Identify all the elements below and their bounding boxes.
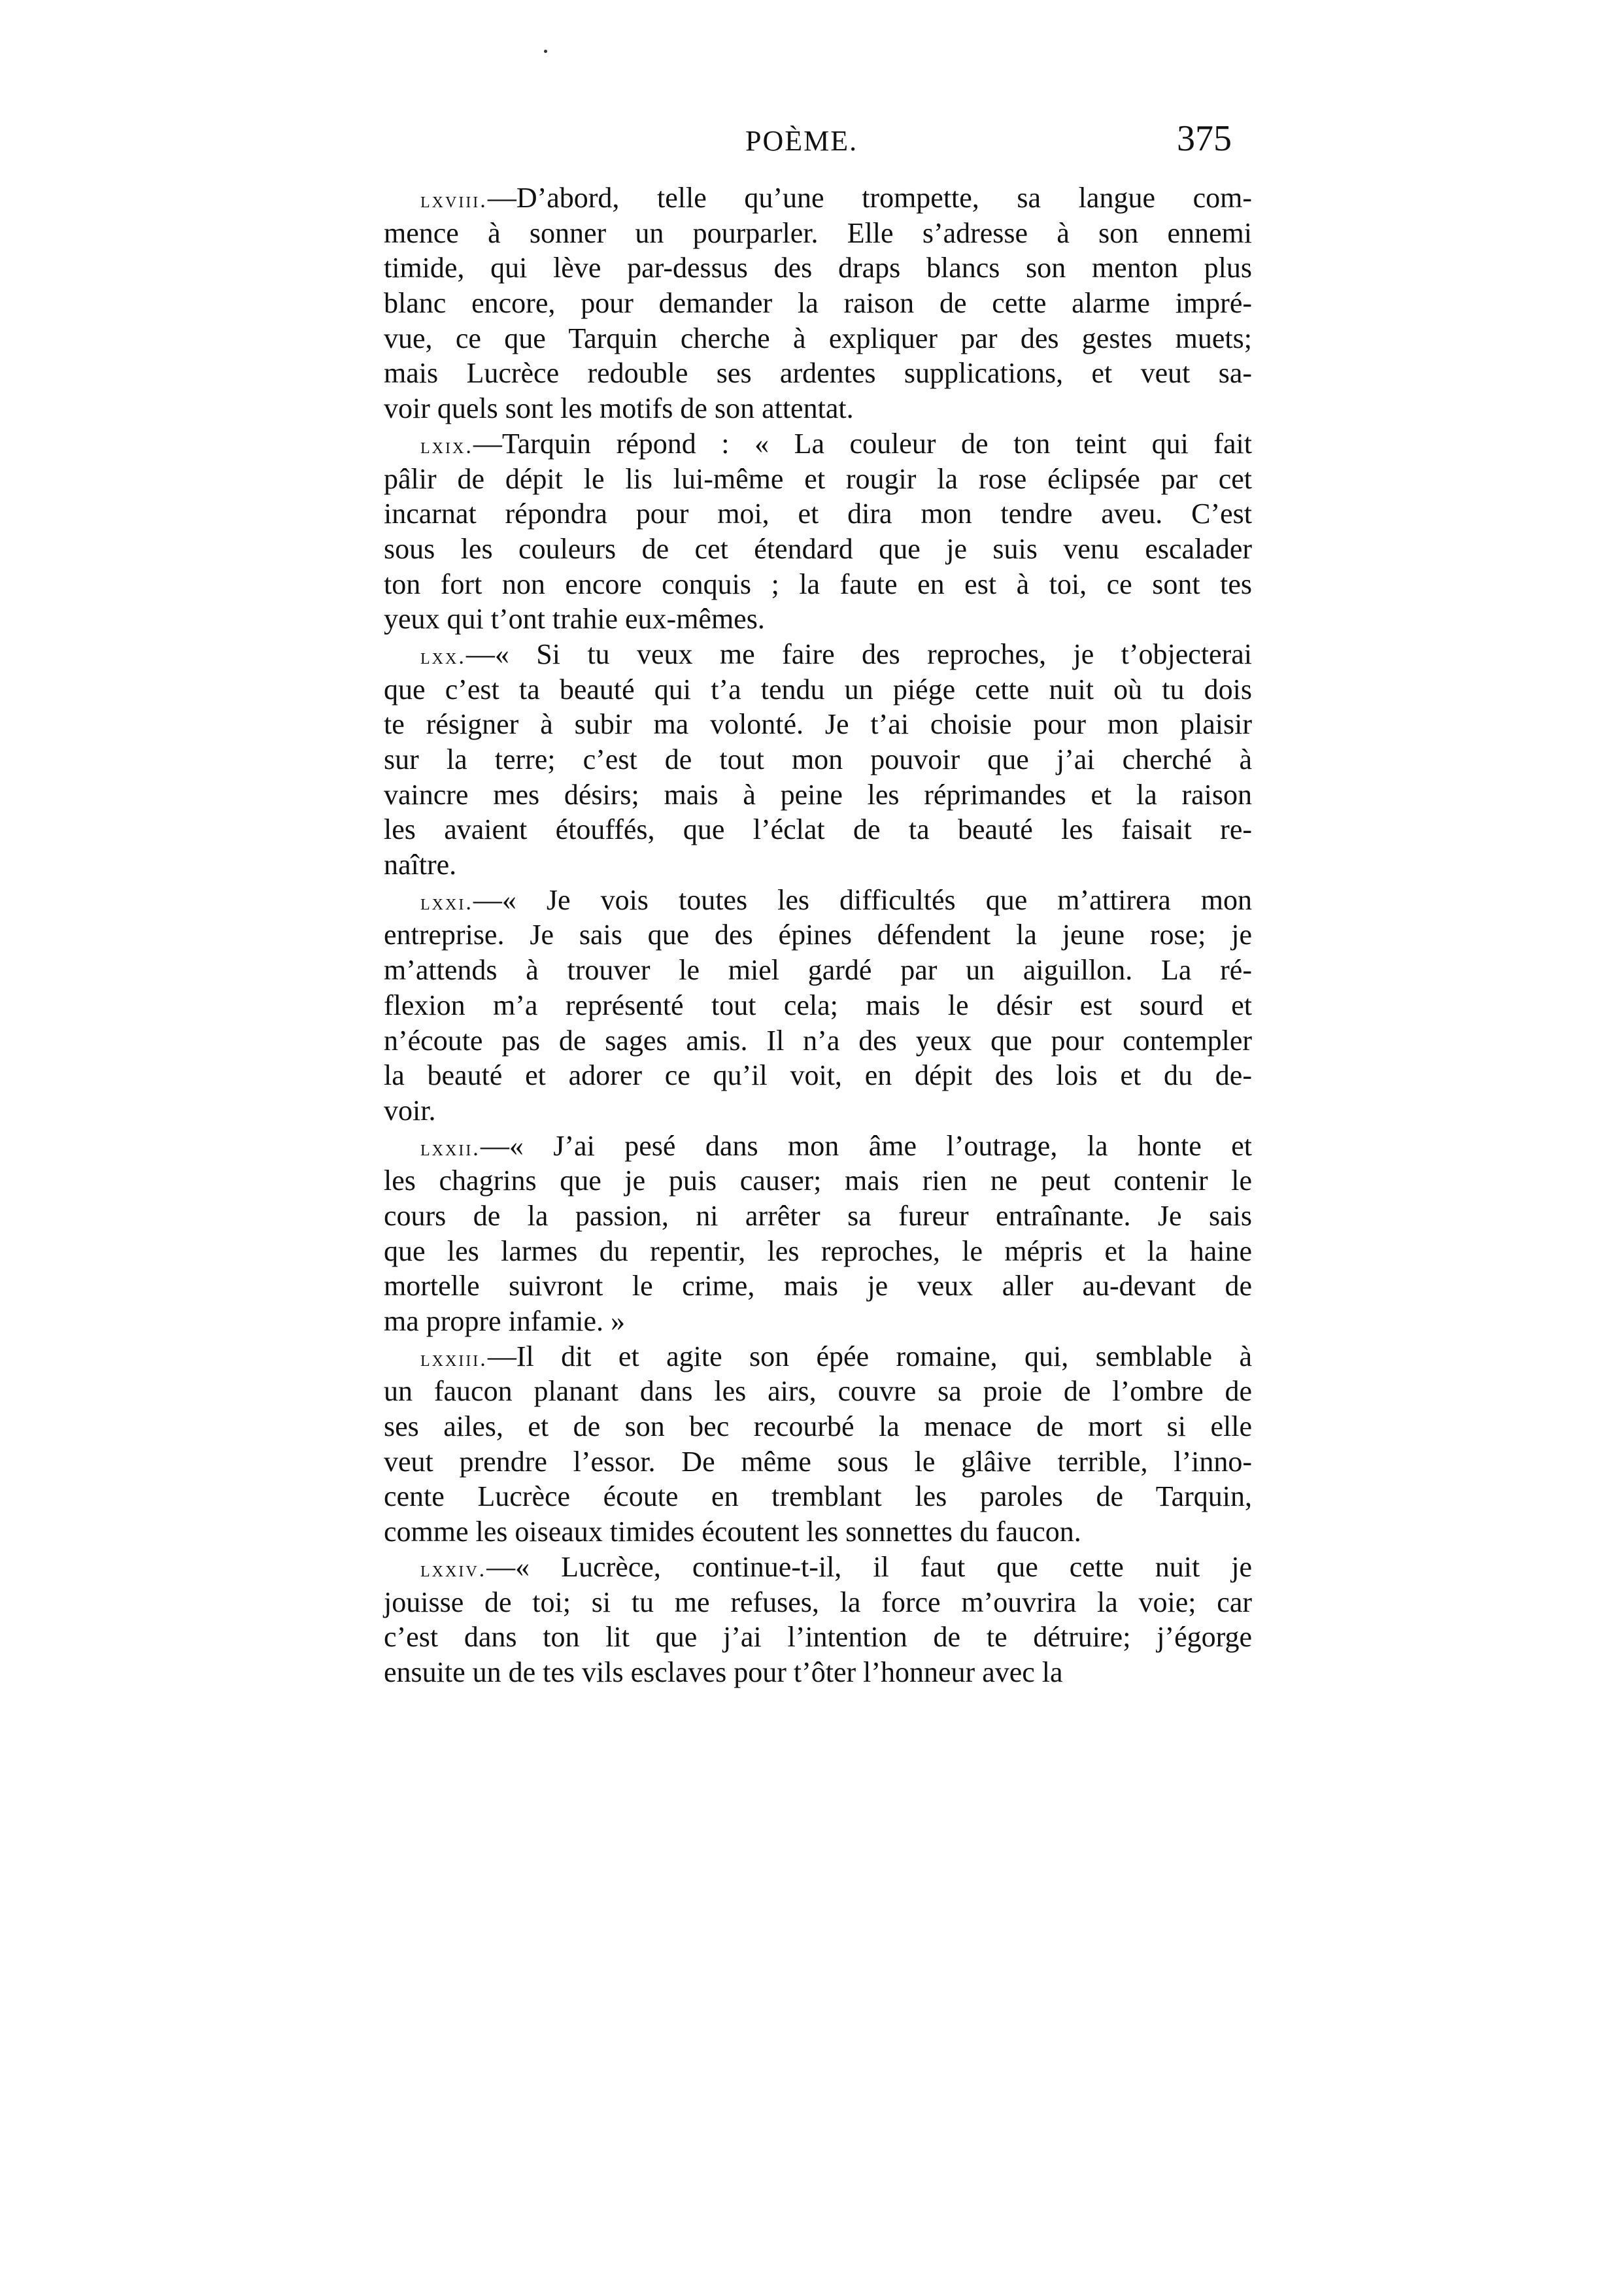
line-text: ses ailes, et de son bec recourbé la menace de mort si elle <box>384 1410 1252 1443</box>
text-line <box>384 1655 1252 1690</box>
text-line <box>384 953 1252 988</box>
line-text: pâlir de dépit le lis lui-même et rougir la rose éclipsée par cet <box>384 462 1252 495</box>
text-line <box>384 707 1252 742</box>
stanza <box>384 1339 1252 1550</box>
text-line <box>384 1023 1252 1059</box>
page-body <box>384 180 1252 1690</box>
line-text: mortelle suivront le crime, mais je veux aller au-devant de <box>384 1270 1252 1302</box>
line-text: flexion m’a représenté tout cela; mais le désir est sourd et <box>384 989 1252 1021</box>
line-text: sur la terre; c’est de tout mon pouvoir que j’ai cherché à <box>384 743 1252 775</box>
text-line <box>384 988 1252 1023</box>
line-text: —D’abord, telle qu’une trompette, sa langue com- <box>487 182 1252 214</box>
line-text: m’attends à trouver le miel gardé par un aiguillon. La ré- <box>384 954 1252 987</box>
line-text: ensuite un de tes vils esclaves pour t’ôter l’honneur avec la <box>384 1656 1063 1688</box>
text-line <box>384 847 1252 883</box>
stanza <box>384 1129 1252 1339</box>
line-text: —« J’ai pesé dans mon âme l’outrage, la honte et <box>480 1129 1252 1162</box>
text-line <box>384 496 1252 532</box>
stanza <box>384 883 1252 1129</box>
text-line <box>384 1163 1252 1198</box>
stanza <box>384 637 1252 883</box>
text-line <box>384 1550 1252 1585</box>
text-line <box>384 1479 1252 1514</box>
text-line <box>384 1374 1252 1409</box>
text-line <box>384 321 1252 356</box>
line-text: jouisse de toi; si tu me refuses, la force m’ouvrira la voie; car <box>384 1586 1252 1618</box>
text-line <box>384 602 1252 637</box>
running-title: POÈME. <box>745 125 858 157</box>
stanza-numeral: lxx. <box>420 644 466 669</box>
text-line <box>384 1409 1252 1444</box>
line-text: incarnat répondra pour moi, et dira mon tendre aveu. C’est <box>384 498 1252 530</box>
text-line <box>384 250 1252 286</box>
line-text: voir. <box>384 1094 436 1127</box>
line-text: mais Lucrèce redouble ses ardentes supplications, et veut sa- <box>384 357 1252 390</box>
stanza-numeral: lxxiv. <box>420 1557 487 1582</box>
stanza-numeral: lxxii. <box>420 1136 481 1161</box>
text-line <box>384 812 1252 847</box>
text-line <box>384 216 1252 251</box>
line-text: vaincre mes désirs; mais à peine les réprimandes et la raison <box>384 778 1252 811</box>
text-line <box>384 356 1252 391</box>
line-text: voir quels sont les motifs de son attentat. <box>384 392 854 425</box>
line-text: blanc encore, pour demander la raison de cette alarme impré- <box>384 287 1252 320</box>
text-line <box>384 1198 1252 1234</box>
line-text: —Il dit et agite son épée romaine, qui, semblable à <box>487 1340 1252 1372</box>
text-line <box>384 1058 1252 1093</box>
line-text: que c’est ta beauté qui t’a tendu un piége cette nuit où tu dois <box>384 673 1252 706</box>
line-text: ma propre infamie. » <box>384 1305 625 1337</box>
line-text: cente Lucrèce écoute en tremblant les paroles de Tarquin, <box>384 1480 1252 1513</box>
line-text: —« Lucrèce, continue-t-il, il faut que cette nuit je <box>486 1550 1252 1583</box>
line-text: sous les couleurs de cet étendard que je suis venu escalader <box>384 532 1252 565</box>
text-line <box>384 1620 1252 1655</box>
line-text: ton fort non encore conquis ; la faute en est à toi, ce sont tes <box>384 568 1252 600</box>
text-line <box>384 672 1252 707</box>
page-number: 375 <box>1177 118 1232 159</box>
text-line <box>384 1585 1252 1620</box>
line-text: entreprise. Je sais que des épines défendent la jeune rose; je <box>384 919 1252 951</box>
text-line <box>384 1234 1252 1269</box>
text-line <box>384 883 1252 918</box>
text-line <box>384 1268 1252 1304</box>
line-text: timide, qui lève par-dessus des draps blancs son menton plus <box>384 252 1252 284</box>
text-line <box>384 391 1252 426</box>
text-line <box>384 426 1252 462</box>
stanza-numeral: lxxiii. <box>420 1346 488 1371</box>
line-text: c’est dans ton lit que j’ai l’intention de te détruire; j’égorge <box>384 1621 1252 1654</box>
line-text: les chagrins que je puis causer; mais rien ne peut contenir le <box>384 1164 1252 1197</box>
stanza-numeral: lxviii. <box>420 188 488 212</box>
line-text: —« Si tu veux me faire des reproches, je t’objecterai <box>465 638 1252 670</box>
text-line <box>384 1339 1252 1374</box>
text-line <box>384 180 1252 216</box>
line-text: comme les oiseaux timides écoutent les sonnettes du faucon. <box>384 1516 1081 1548</box>
stanza <box>384 426 1252 637</box>
text-line <box>384 1444 1252 1480</box>
line-text: —« Je vois toutes les difficultés que m’attirera mon <box>473 883 1252 916</box>
line-text: les avaient étouffés, que l’éclat de ta beauté les faisait re- <box>384 813 1252 846</box>
stanza <box>384 1550 1252 1690</box>
stanza-numeral: lxix. <box>420 434 473 458</box>
stanza-numeral: lxxi. <box>420 890 473 915</box>
text-line <box>384 1093 1252 1129</box>
ink-speck <box>544 50 547 53</box>
line-text: mence à sonner un pourparler. Elle s’adresse à son ennemi <box>384 216 1252 249</box>
text-line <box>384 637 1252 672</box>
text-line <box>384 777 1252 813</box>
line-text: yeux qui t’ont trahie eux-mêmes. <box>384 603 765 636</box>
stanza <box>384 180 1252 426</box>
text-line <box>384 532 1252 567</box>
line-text: cours de la passion, ni arrêter sa fureur entraînante. Je sais <box>384 1199 1252 1232</box>
text-line <box>384 1129 1252 1164</box>
line-text: veut prendre l’essor. De même sous le glâive terrible, l’inno- <box>384 1445 1252 1478</box>
text-line <box>384 462 1252 497</box>
text-line <box>384 1514 1252 1550</box>
line-text: vue, ce que Tarquin cherche à expliquer par des gestes muets; <box>384 322 1252 354</box>
line-text: que les larmes du repentir, les reproches, le mépris et la haine <box>384 1234 1252 1267</box>
line-text: naître. <box>384 849 457 881</box>
text-line <box>384 917 1252 953</box>
line-text: —Tarquin répond : « La couleur de ton teint qui fait <box>473 427 1252 460</box>
line-text: n’écoute pas de sages amis. Il n’a des yeux que pour contempler <box>384 1024 1252 1057</box>
text-line <box>384 567 1252 602</box>
text-line <box>384 1304 1252 1339</box>
text-line <box>384 286 1252 321</box>
line-text: un faucon planant dans les airs, couvre sa proie de l’ombre de <box>384 1375 1252 1408</box>
text-line <box>384 742 1252 777</box>
line-text: la beauté et adorer ce qu’il voit, en dépit des lois et du de- <box>384 1059 1252 1092</box>
line-text: te résigner à subir ma volonté. Je t’ai choisie pour mon plaisir <box>384 708 1252 741</box>
